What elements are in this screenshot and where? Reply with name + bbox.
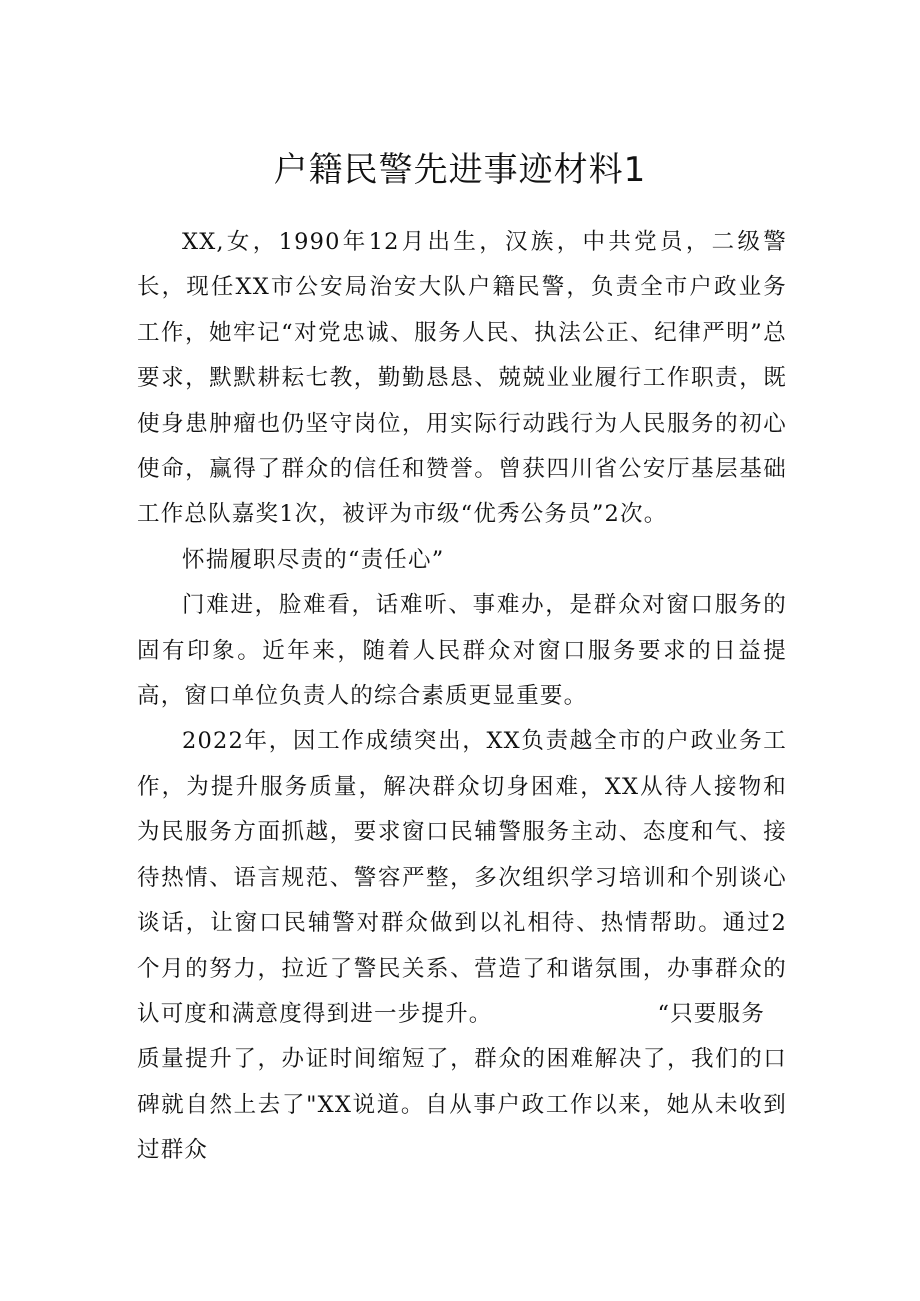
section-heading: 怀揣履职尽责的“责任心” (182, 546, 445, 573)
document-body (137, 220, 787, 1174)
paragraph-continuation: 质量提升了，办证时间缩短了，群众的困难解决了，我们的口碑就自然上去了"XX说道。自从事户政工作以来，她从未收到过群众 (137, 1046, 787, 1164)
paragraph-intro: XX,女，1990年12月出生，汉族，中共党员，二级警长，现任XX市公安局治安大队户籍民警，负责全市户政业务工作，她牢记“对党忠诚、服务人民、执法公正、纪律严明”总要求，默默耕耘七教，勤勤恳恳、兢兢业业履行工作职责，既使身患肿瘤也仍坚守岗位，用实际行动践行为人民服务的初心使命，赢得了群众的信任和赞誉。曾获四川省公安厅基层基础工作总队嘉奖1次，被评为市级“优秀公务员”2次。 (137, 229, 787, 528)
paragraph-window-service: 门难进，脸难看，话难听、事难办，是群众对窗口服务的固有印象。近年来，随着人民群众对窗口服务要求的日益提高，窗口单位负责人的综合素质更显重要。 (137, 592, 787, 710)
quote-start: “只要服务 (657, 1000, 766, 1027)
paragraph-2022-text: 2022年，因工作成绩突出，XX负责越全市的户政业务工作，为提升服务质量，解决群众切身困难，XX从待人接物和为民服务方面抓越，要求窗口民辅警服务主动、态度和气、接待热情、语言规范、警容严整，多次组织学习培训和个别谈心谈话，让窗口民辅警对群众做到以礼相待、热情帮助。通过2个月的努力，拉近了警民关系、营造了和谐氛围，办事群众的认可度和满意度得到进一步提升。 (137, 728, 787, 1027)
document-title: 户籍民警先进事迹材料1 (273, 150, 647, 190)
paragraph-2022 (137, 719, 787, 1037)
